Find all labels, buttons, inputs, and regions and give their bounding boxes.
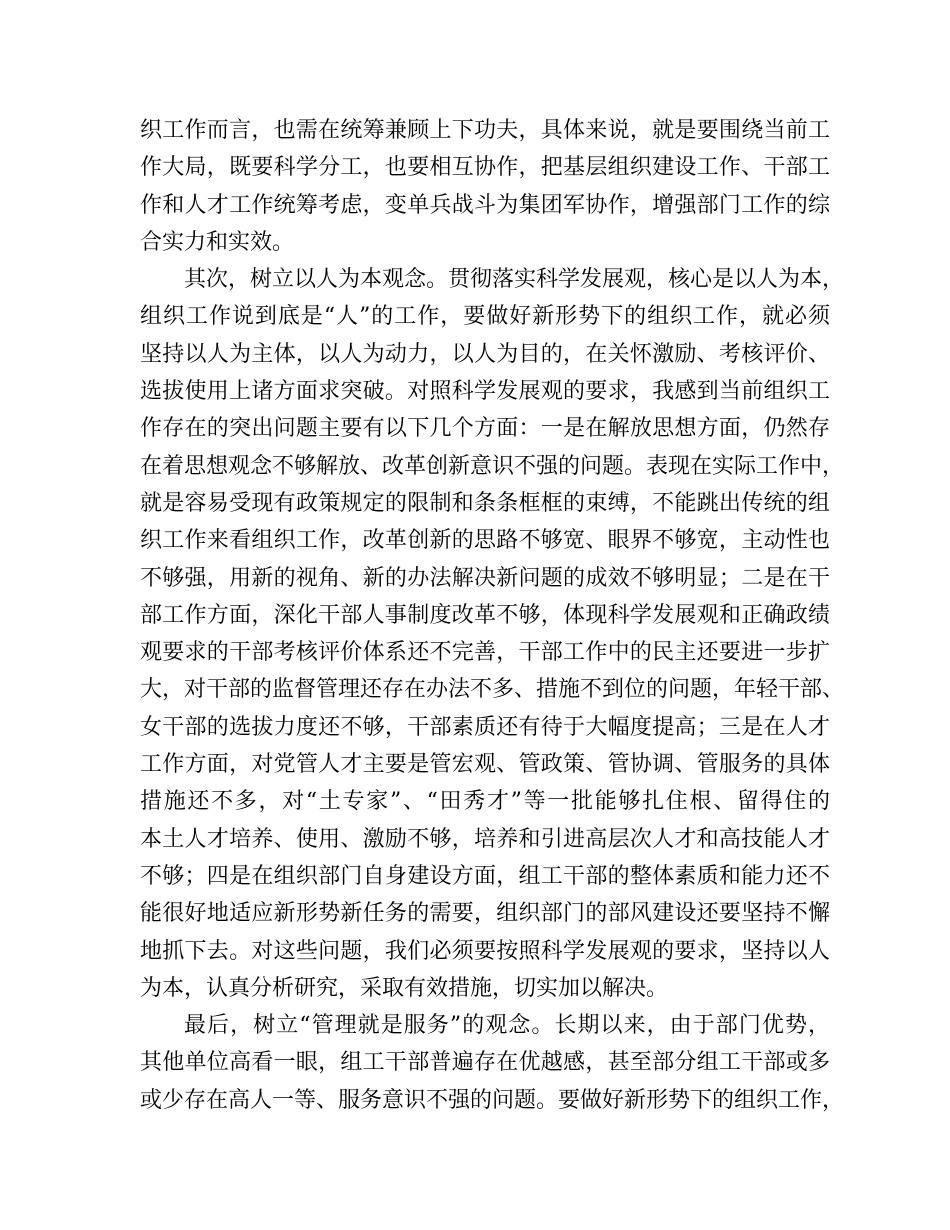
text-line: 选拔使用上诸方面求突破。对照科学发展观的要求，我感到当前组织工: [140, 379, 830, 405]
text-line: 本土人才培养、使用、激励不够，培养和引进高层次人才和高技能人才: [140, 826, 830, 852]
text-line: 女干部的选拔力度还不够，干部素质还有待于大幅度提高；三是在人才: [140, 714, 830, 740]
text-line: 作存在的突出问题主要有以下几个方面：一是在解放思想方面，仍然存: [140, 416, 830, 442]
text-line: 织工作来看组织工作，改革创新的思路不够宽、眼界不够宽，主动性也: [140, 528, 830, 554]
text-line: 部工作方面，深化干部人事制度改革不够，体现科学发展观和正确政绩: [140, 602, 830, 628]
text-line: 织工作而言，也需在统筹兼顾上下功夫，具体来说，就是要围绕当前工: [140, 118, 830, 143]
text-line: 大，对干部的监督管理还存在办法不多、措施不到位的问题，年轻干部、: [140, 677, 845, 703]
text-line: 就是容易受现有政策规定的限制和条条框框的束缚，不能跳出传统的组: [140, 490, 830, 516]
text-line: 为本，认真分析研究，采取有效措施，切实加以解决。: [140, 975, 669, 1001]
text-line: 组织工作说到底是“人”的工作，要做好新形势下的组织工作，就必须: [140, 304, 830, 330]
text-line: 能很好地适应新形势新任务的需要，组织部门的部风建设还要坚持不懈: [140, 901, 830, 927]
text-line: 最后，树立“管理就是服务”的观念。长期以来，由于部门优势，: [184, 1013, 830, 1039]
text-line: 作大局，既要科学分工，也要相互协作，把基层组织建设工作、干部工: [140, 155, 830, 181]
text-line: 地抓下去。对这些问题，我们必须要按照科学发展观的要求，坚持以人: [140, 938, 830, 964]
text-line: 其他单位高看一眼，组工干部普遍存在优越感，甚至部分组工干部或多: [140, 1050, 830, 1076]
text-line: 合实力和实效。: [140, 229, 295, 255]
text-line: 措施还不多，对“土专家”、“田秀才”等一批能够扎住根、留得住的: [140, 789, 830, 815]
text-line: 不够；四是在组织部门自身建设方面，组工干部的整体素质和能力还不: [140, 863, 830, 889]
text-line: 在着思想观念不够解放、改革创新意识不强的问题。表现在实际工作中，: [140, 453, 845, 479]
text-line: 工作方面，对党管人才主要是管宏观、管政策、管协调、管服务的具体: [140, 752, 830, 778]
text-line: 或少存在高人一等、服务意识不强的问题。要做好新形势下的组织工作，: [140, 1087, 845, 1113]
text-line: 其次，树立以人为本观念。贯彻落实科学发展观，核心是以人为本，: [184, 267, 845, 293]
text-line: 不够强，用新的视角、新的办法解决新问题的成效不够明显；二是在干: [140, 565, 830, 591]
document-body: [140, 112, 845, 1119]
text-line: 作和人才工作统筹考虑，变单兵战斗为集团军协作，增强部门工作的综: [140, 192, 830, 218]
text-line: 观要求的干部考核评价体系还不完善，干部工作中的民主还要进一步扩: [140, 640, 830, 666]
text-line: 坚持以人为主体，以人为动力，以人为目的，在关怀激励、考核评价、: [140, 341, 830, 367]
